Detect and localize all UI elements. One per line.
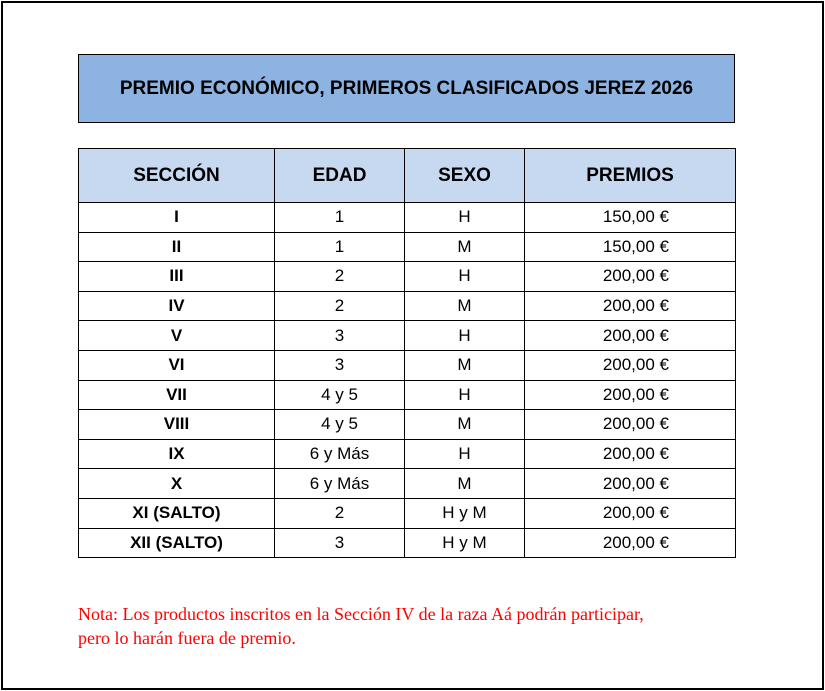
- cell-sexo: H: [405, 439, 525, 469]
- cell-seccion: IV: [79, 291, 275, 321]
- cell-sexo: H: [405, 380, 525, 410]
- cell-seccion: XII (SALTO): [79, 528, 275, 558]
- cell-edad: 3: [275, 321, 405, 351]
- header-seccion: SECCIÓN: [79, 149, 275, 203]
- table-row: [79, 291, 736, 321]
- cell-sexo: H: [405, 262, 525, 292]
- cell-edad: 3: [275, 528, 405, 558]
- cell-premio: 200,00 €: [525, 321, 736, 351]
- table-row: [79, 528, 736, 558]
- cell-sexo: H: [405, 321, 525, 351]
- cell-seccion: I: [79, 203, 275, 233]
- cell-seccion: II: [79, 232, 275, 262]
- header-sexo: SEXO: [405, 149, 525, 203]
- table-row: [79, 469, 736, 499]
- cell-premio: 200,00 €: [525, 410, 736, 440]
- table-row: [79, 203, 736, 233]
- cell-edad: 6 y Más: [275, 439, 405, 469]
- cell-seccion: VII: [79, 380, 275, 410]
- note-line-2: pero lo harán fuera de premio.: [78, 628, 296, 648]
- table-row: [79, 262, 736, 292]
- cell-sexo: M: [405, 291, 525, 321]
- cell-premio: 200,00 €: [525, 291, 736, 321]
- cell-edad: 6 y Más: [275, 469, 405, 499]
- cell-edad: 3: [275, 350, 405, 380]
- cell-premio: 200,00 €: [525, 439, 736, 469]
- cell-edad: 4 y 5: [275, 380, 405, 410]
- table-row: [79, 321, 736, 351]
- cell-sexo: H: [405, 203, 525, 233]
- table-row: [79, 380, 736, 410]
- header-premios: PREMIOS: [525, 149, 736, 203]
- cell-sexo: M: [405, 469, 525, 499]
- table-row: [79, 410, 736, 440]
- cell-premio: 200,00 €: [525, 380, 736, 410]
- cell-premio: 150,00 €: [525, 232, 736, 262]
- cell-seccion: III: [79, 262, 275, 292]
- table-row: [79, 498, 736, 528]
- cell-sexo: M: [405, 350, 525, 380]
- table-row: [79, 350, 736, 380]
- cell-sexo: H y M: [405, 498, 525, 528]
- cell-edad: 1: [275, 203, 405, 233]
- cell-seccion: VI: [79, 350, 275, 380]
- cell-edad: 2: [275, 262, 405, 292]
- page-title: PREMIO ECONÓMICO, PRIMEROS CLASIFICADOS JEREZ 2026: [78, 54, 735, 123]
- cell-premio: 200,00 €: [525, 350, 736, 380]
- table-row: [79, 439, 736, 469]
- cell-edad: 2: [275, 291, 405, 321]
- cell-seccion: X: [79, 469, 275, 499]
- cell-seccion: V: [79, 321, 275, 351]
- table-row: [79, 232, 736, 262]
- cell-seccion: XI (SALTO): [79, 498, 275, 528]
- cell-sexo: M: [405, 410, 525, 440]
- cell-sexo: H y M: [405, 528, 525, 558]
- cell-seccion: IX: [79, 439, 275, 469]
- cell-edad: 4 y 5: [275, 410, 405, 440]
- note-text: [78, 602, 778, 650]
- cell-premio: 200,00 €: [525, 469, 736, 499]
- cell-seccion: VIII: [79, 410, 275, 440]
- cell-premio: 200,00 €: [525, 528, 736, 558]
- header-edad: EDAD: [275, 149, 405, 203]
- cell-premio: 200,00 €: [525, 262, 736, 292]
- prizes-table: [78, 148, 736, 558]
- cell-premio: 200,00 €: [525, 498, 736, 528]
- note-line-1: Nota: Los productos inscritos en la Sección IV de la raza Aá podrán participar,: [78, 604, 644, 624]
- table-header-row: [79, 149, 736, 203]
- cell-sexo: M: [405, 232, 525, 262]
- cell-edad: 2: [275, 498, 405, 528]
- cell-edad: 1: [275, 232, 405, 262]
- cell-premio: 150,00 €: [525, 203, 736, 233]
